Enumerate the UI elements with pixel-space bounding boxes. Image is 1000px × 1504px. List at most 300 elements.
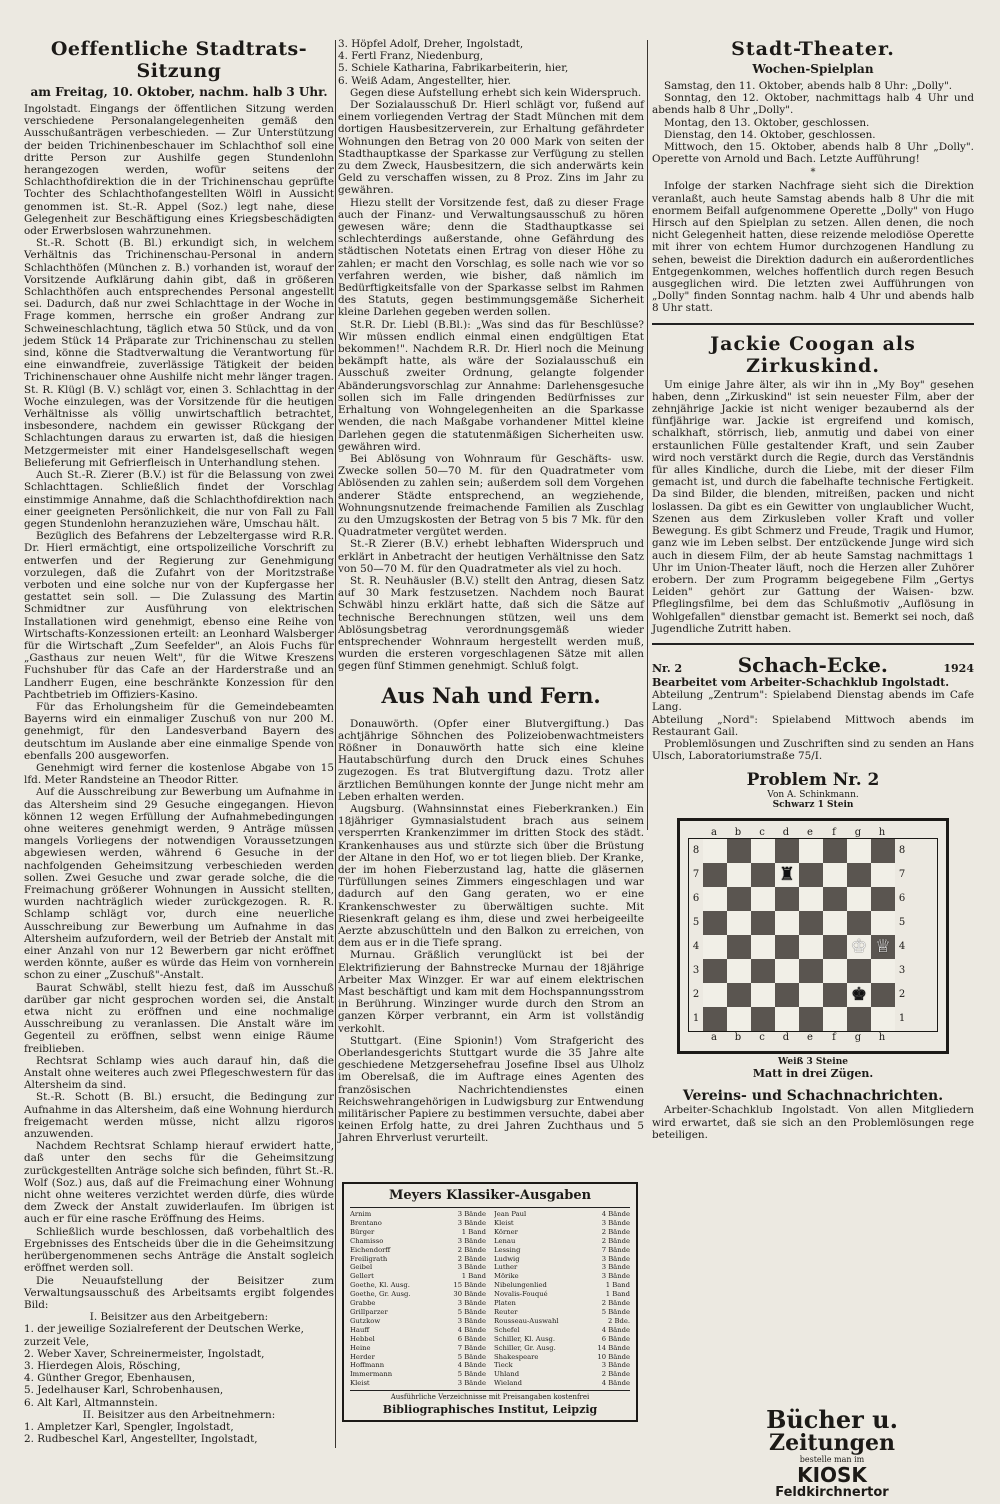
board-square bbox=[703, 959, 727, 983]
book-author: Freiligrath bbox=[350, 1254, 388, 1263]
file-label: g bbox=[854, 1032, 862, 1044]
board-rank bbox=[689, 839, 937, 863]
board-square bbox=[703, 911, 727, 935]
list-item: 4. Fertl Franz, Niedenburg, bbox=[338, 50, 484, 63]
article-subtitle: am Freitag, 10. Oktober, nachm. halb 3 Uhr. bbox=[30, 85, 328, 99]
board-square bbox=[703, 863, 727, 887]
book-volumes: 3 Bände bbox=[601, 1263, 630, 1272]
book-author: Hebbel bbox=[350, 1334, 375, 1343]
ad-note: Ausführliche Verzeichnisse mit Preisangaben kostenfrei bbox=[390, 1393, 590, 1402]
film-title: Jackie Coogan als Zirkuskind. bbox=[710, 332, 916, 377]
book-volumes: 1 Band bbox=[461, 1272, 486, 1281]
rank-label: 6 bbox=[898, 893, 906, 905]
ad-book-row bbox=[494, 1219, 630, 1228]
article-title: Oeffentliche Stadtrats-Sitzung bbox=[50, 38, 308, 82]
file-label: h bbox=[878, 1032, 886, 1044]
paragraph: Nachdem Rechtsrat Schlamp hierauf erwidert hatte, daß unter den sechs für die Geheimsitzung zurückgestellten Anträge solche sich befinden, führt St.-R. Wolf (Soz.) aus, daß auf die Freimachung einer Wohnung nicht ohne weiteres verzichtet werden dürfe, dies würde dem Zweck der Anstalt zuwiderlaufen. Im übrigen ist auch er für eine rasche Eröffnung des Heims. bbox=[24, 1140, 334, 1226]
chess-piece-icon: ♜ bbox=[778, 864, 796, 886]
book-author: Tieck bbox=[494, 1361, 513, 1370]
theater-subtitle: Wochen-Spielplan bbox=[752, 62, 874, 76]
ad-book-row bbox=[494, 1281, 630, 1290]
book-volumes: 3 Bände bbox=[601, 1254, 630, 1263]
book-volumes: 4 Bände bbox=[457, 1325, 486, 1334]
book-author: Immermann bbox=[350, 1370, 393, 1379]
board-square bbox=[775, 839, 799, 863]
file-label: d bbox=[782, 1032, 790, 1044]
book-volumes: 3 Bände bbox=[457, 1236, 486, 1245]
chess-title: Schach-Ecke. bbox=[737, 652, 888, 677]
book-author: Novalis-Fouqué bbox=[494, 1290, 548, 1299]
book-author: Platen bbox=[494, 1299, 516, 1308]
book-volumes: 4 Bände bbox=[601, 1210, 630, 1218]
board-square bbox=[871, 935, 895, 959]
paragraph: Auf die Ausschreibung zur Bewerbung um Aufnahme in das Altersheim sind 29 Gesuche eingegangen. Hievon können 12 wegen Erfüllung der Aufnahmebedingungen ohne weiteres genehmigt werden, 9 Anträge müssen mangels Vorliegens der notwendigen Voraussetzungen abgewiesen werden, während 6 Gesuche in der nachfolgenden Geheimsitzung verbeschieden werden sollen. Zwei Gesuche und zwar gerade solche, die die Freimachung größerer Wohnungen in Aussicht stellten, wurden nachträglich wieder zurückgezogen. R. R. Schlamp schlägt vor, durch eine neuerliche Ausschreibung zur Bewerbung um Aufnahme in das Altersheim aufzufordern, weil der Betrieb der Anstalt mit einer Anzahl von nur 12 Bewerbern gar nicht eröffnet werden könnte, außer es würde das Heim von vornherein schon zu einer „Zuschuß"-Anstalt. bbox=[24, 786, 334, 982]
board-square bbox=[847, 863, 871, 887]
list-item: 4. Günther Gregor, Ebenhausen, bbox=[24, 1372, 196, 1385]
film-paragraph: Um einige Jahre älter, als wir ihn in „My Boy" gesehen haben, denn „Zirkuskind" ist sein neuester Film, aber der zehnjährige Jackie ist nicht weniger bezaubernd als der fünfjährige war. Jackie ist ergreifend und komisch, schalkhaft, störrisch, lieb, anmutig und dabei von einer erstaunlichen Fülle gestaltender Kraft, und sein Zauber wird noch verstärkt durch die Regie, durch das Verständnis für alles Kindliche, durch die Liebe, mit der dieser Film gemacht ist, und durch die fabelhafte technische Fertigkeit. Da sind Bilder, die blenden, mitreißen, packen und nicht loslassen. Da gibt es ein Gewitter von unglaublicher Wucht, Szenen aus dem Zirkusleben voller Kraft und voller Bewegung. Es gibt Schmerz und Freude, Tragik und Humor, ganz wie im Leben selbst. Der entzückende Junge wird sich auch in diesem Film, der ab heute Samstag nachmittags 1 Uhr im Union-Theater läuft, noch die Herzen aller Zuhörer erobern. Der zum Programm beigegebene Film „Gertys Leiden" gehört zur Gattung der Waisen- bzw. Pfleglingsfilme, bei dem das Schlußmotiv „Auflösung in Wohlgefallen" dienstbar gemacht ist. Bemerkt sei noch, daß Jugendliche Zutritt haben. bbox=[652, 378, 974, 635]
column-rule bbox=[335, 40, 336, 1448]
book-author: Goethe, Gr. Ausg. bbox=[350, 1290, 411, 1299]
board-square bbox=[799, 935, 823, 959]
list-item: 3. Hierdegen Alois, Rösching, bbox=[24, 1359, 181, 1372]
book-volumes: 4 Bände bbox=[601, 1379, 630, 1388]
chess-info: Abteilung „Nord": Spielabend Mittwoch abends im Restaurant Gail. bbox=[652, 713, 974, 738]
book-volumes: 3 Bände bbox=[601, 1218, 630, 1227]
book-author: Grillparzer bbox=[350, 1307, 388, 1316]
board-square bbox=[751, 983, 775, 1007]
file-label: g bbox=[854, 827, 862, 839]
kiosk-line: Bücher u. bbox=[766, 1408, 898, 1434]
book-author: Wieland bbox=[494, 1379, 523, 1388]
ad-book-row bbox=[494, 1272, 630, 1281]
book-author: Kleist bbox=[350, 1379, 370, 1388]
book-author: Bürger bbox=[350, 1227, 375, 1236]
board-square bbox=[727, 959, 751, 983]
ad-book-row bbox=[350, 1246, 486, 1255]
ad-book-row bbox=[494, 1326, 630, 1335]
ad-book-row bbox=[494, 1353, 630, 1362]
book-volumes: 3 Bände bbox=[601, 1272, 630, 1281]
book-author: Mörike bbox=[494, 1272, 519, 1281]
book-author: Goethe, Kl. Ausg. bbox=[350, 1281, 410, 1290]
board-square bbox=[775, 911, 799, 935]
book-author: Luther bbox=[494, 1263, 518, 1272]
board-square bbox=[727, 911, 751, 935]
rank-label: 5 bbox=[898, 917, 906, 929]
board-square bbox=[823, 959, 847, 983]
section-rule bbox=[652, 643, 974, 645]
board-square bbox=[847, 1007, 871, 1031]
book-volumes: 3 Bände bbox=[457, 1379, 486, 1388]
board-square bbox=[799, 839, 823, 863]
ad-book-row bbox=[350, 1290, 486, 1299]
ad-book-row bbox=[350, 1308, 486, 1317]
file-label: d bbox=[782, 827, 790, 839]
list-item: 6. Weiß Adam, Angestellter, hier. bbox=[338, 74, 511, 87]
kiosk-line: Zeitungen bbox=[769, 1430, 895, 1456]
board-square bbox=[775, 959, 799, 983]
book-volumes: 2 Bände bbox=[601, 1227, 630, 1236]
board-square bbox=[751, 1007, 775, 1031]
news-item: Donauwörth. (Opfer einer Blutvergiftung.) Das achtjährige Söhnchen des Polizeiobenwachtmeisters Rößner in Donauwörth hatte sich eine kleine Hautabschürfung durch den Druck eines Schuhes zugezogen. Es trat Blutvergiftung dazu. Trotz aller ärztlichen Bemühungen konnte der Junge nicht mehr am Leben erhalten werden. bbox=[338, 717, 644, 803]
meyers-advertisement bbox=[342, 1182, 638, 1422]
black-label: Schwarz 1 Stein bbox=[772, 800, 854, 811]
board-square bbox=[871, 887, 895, 911]
book-author: Gutzkow bbox=[350, 1316, 381, 1325]
paragraph: Auch St.-R. Zierer (B.V.) ist für die Belassung von zwei Schlachttagen. Schließlich findet der Vorschlag einstimmige Annahme, daß die Schlachthofdirektion nach einer geeigneten Persönlichkeit, die nur von Fall zu Fall gegen Stundenlohn heranzuziehen wäre, Umschau hält. bbox=[24, 469, 334, 530]
ad-book-row bbox=[494, 1255, 630, 1264]
chess-note: Problemlösungen und Zuschriften sind zu senden an Hans Ulsch, Laboratoriumstraße 75/I. bbox=[652, 737, 974, 763]
chess-board bbox=[688, 838, 938, 1032]
paragraph: St.-R Zierer (B.V.) erhebt lebhaften Widerspruch und erklärt in Anbetracht der heutigen Verhältnisse den Satz von 50—70 M. für den Quadratmeter als viel zu hoch. bbox=[338, 538, 644, 575]
kiosk-advertisement bbox=[694, 1408, 970, 1498]
book-author: Lenau bbox=[494, 1236, 516, 1245]
ad-book-row bbox=[350, 1370, 486, 1379]
member-list-continued bbox=[338, 38, 644, 87]
book-author: Hauff bbox=[350, 1325, 370, 1334]
kiosk-line: bestelle man im bbox=[799, 1455, 865, 1464]
rank-label: 2 bbox=[898, 989, 906, 1001]
paragraph: Gegen diese Aufstellung erhebt sich kein Widerspruch. bbox=[350, 86, 642, 99]
board-rank bbox=[689, 959, 937, 983]
news-item: Murnau. Gräßlich verunglückt ist bei der Elektrifizierung der Bahnstrecke Murnau der 18jährige Arbeiter Max Winzger. Er war auf einem elektrischen Mast beschäftigt und kam mit dem Hochspannungsstrom in Berührung. Winzinger wurde durch den Strom an ganzen Körper verbrannt, ein Arm ist vollständig verkohlt. bbox=[338, 949, 644, 1035]
list-heading: I. Beisitzer aus den Arbeitgebern: bbox=[89, 1311, 269, 1324]
book-author: Schiller, Gr. Ausg. bbox=[494, 1343, 556, 1352]
ad-book-row bbox=[494, 1361, 630, 1370]
book-volumes: 1 Band bbox=[461, 1227, 486, 1236]
list-item: 6. Alt Karl, Altmannstein. bbox=[24, 1396, 158, 1409]
column-middle bbox=[338, 38, 644, 1145]
board-square bbox=[823, 911, 847, 935]
file-label: b bbox=[734, 1032, 742, 1044]
board-square bbox=[703, 983, 727, 1007]
chess-piece-icon: ♚ bbox=[850, 984, 868, 1006]
paragraph: Der Sozialausschuß Dr. Hierl schlägt vor, fußend auf einem vorliegenden Vertrag der Stadt München mit dem dortigen Hausbesitzerverein, zur Erhaltung gefährdeter Wohnungen den Betrag von 20 000 Mark von seiten der Stadthauptkasse der Sparkasse zur Verfügung zu stellen zu dem Zweck, Hausbesitzern, die sich anderwärts kein Geld zu verschaffen wissen, zu 8 Proz. Zins im Jahr zu gewähren. bbox=[338, 99, 644, 197]
column-rule bbox=[647, 40, 648, 830]
ad-book-row bbox=[494, 1335, 630, 1344]
board-square bbox=[799, 887, 823, 911]
schedule-line: Montag, den 13. Oktober, geschlossen. bbox=[664, 116, 870, 129]
book-volumes: 2 Bände bbox=[601, 1370, 630, 1379]
book-author: Chamisso bbox=[350, 1236, 384, 1245]
board-rank bbox=[689, 887, 937, 911]
ad-book-row bbox=[350, 1299, 486, 1308]
board-square bbox=[823, 887, 847, 911]
board-square bbox=[727, 887, 751, 911]
book-author: Kleist bbox=[494, 1218, 514, 1227]
board-square bbox=[751, 935, 775, 959]
book-volumes: 4 Bände bbox=[601, 1325, 630, 1334]
book-author: Reuter bbox=[494, 1307, 518, 1316]
rank-label: 3 bbox=[692, 965, 700, 977]
rank-label: 8 bbox=[692, 845, 700, 857]
paragraph: Baurat Schwäbl, stellt hiezu fest, daß im Ausschuß darüber gar nicht gesprochen worden sei, die Anstalt etwa nicht zu eröffnen und eine nochmalige Ausschreibung zu veranlassen. Die Anstalt wäre im Gegenteil zu eröffnen, selbst wenn einige Räume freiblieben. bbox=[24, 981, 334, 1055]
list-item: 5. Schiele Katharina, Fabrikarbeiterin, hier, bbox=[338, 62, 569, 75]
book-author: Arnim bbox=[350, 1210, 372, 1218]
book-author: Rousseau-Auswahl bbox=[494, 1316, 559, 1325]
ad-book-row bbox=[494, 1308, 630, 1317]
board-square bbox=[727, 983, 751, 1007]
list-item: 1. Ampletzer Karl, Spengler, Ingolstadt, bbox=[24, 1420, 234, 1433]
file-label: f bbox=[832, 1032, 836, 1044]
ad-book-row bbox=[350, 1272, 486, 1281]
book-author: Körner bbox=[494, 1227, 518, 1236]
ad-book-row bbox=[494, 1379, 630, 1388]
book-volumes: 2 Bde. bbox=[607, 1316, 630, 1325]
board-square bbox=[727, 1007, 751, 1031]
book-volumes: 7 Bände bbox=[457, 1343, 486, 1352]
book-volumes: 3 Bände bbox=[457, 1316, 486, 1325]
book-author: Uhland bbox=[494, 1370, 520, 1379]
book-volumes: 5 Bände bbox=[457, 1307, 486, 1316]
paragraph: St.R. Dr. Liebl (B.Bl.): „Was sind das für Beschlüsse? Wir müssen endlich einmal einen endgültigen Etat bekommen!". Nachdem R.R. Dr. Hierl noch die Meinung bekämpft hatte, als wäre der Sozialausschuß ein Ausschuß zweiter Ordnung, gelangte folgender Abänderungsvorschlag zur Annahme: Darlehensgesuche sollen sich im Falle dringenden Bedürfnisses zur Erhaltung von Wohngelegenheiten an die Sparkasse wenden, die nach Maßgabe vorhandener Mittel kleine Darlehen gegen die statutenmäßigen Sicherheiten usw. gewähren wird. bbox=[338, 318, 644, 453]
club-news-title: Vereins- und Schachnachrichten. bbox=[682, 1088, 944, 1105]
file-labels bbox=[688, 827, 938, 838]
paragraph: St.-R. Schott (B. Bl.) ersucht, die Bedingung zur Aufnahme in das Altersheim, daß eine Wohnung hierdurch freigemacht werden müsse, nicht allzu rigoros anzuwenden. bbox=[24, 1091, 334, 1141]
ad-book-row bbox=[494, 1237, 630, 1246]
mate-label: Matt in drei Zügen. bbox=[752, 1067, 874, 1081]
board-square bbox=[847, 935, 871, 959]
book-volumes: 3 Bände bbox=[457, 1210, 486, 1218]
ad-book-row bbox=[350, 1219, 486, 1228]
board-square bbox=[703, 1007, 727, 1031]
book-author: Nibelungenlied bbox=[494, 1281, 547, 1290]
paragraph: Für das Erholungsheim für die Gemeindebeamten Bayerns wird ein einmaliger Zuschuß von nur 200 M. genehmigt, für den Landesverband Bayern des deutschtum im Auslande aber eine einmalige Spende von ebenfalls 200 ausgeworfen. bbox=[24, 700, 334, 762]
book-volumes: 5 Bände bbox=[601, 1307, 630, 1316]
paragraph: Die Neuaufstellung der Beisitzer zum Verwaltungsausschuß des Arbeitsamts ergibt folgendes Bild: bbox=[24, 1274, 334, 1311]
book-volumes: 15 Bände bbox=[453, 1281, 486, 1290]
ad-book-list bbox=[350, 1207, 630, 1391]
section-title: Aus Nah und Fern. bbox=[381, 682, 601, 708]
ad-book-row bbox=[350, 1263, 486, 1272]
board-square bbox=[751, 959, 775, 983]
board-square bbox=[775, 887, 799, 911]
board-square bbox=[751, 839, 775, 863]
file-label: c bbox=[759, 1032, 765, 1044]
file-labels bbox=[688, 1032, 938, 1043]
list-heading: II. Beisitzer aus den Arbeitnehmern: bbox=[82, 1408, 276, 1421]
rank-label: 3 bbox=[898, 965, 906, 977]
book-volumes: 2 Bände bbox=[457, 1245, 486, 1254]
paragraph: Bezüglich des Befahrens der Lebzeltergasse wird R.R. Dr. Hierl ermächtigt, eine ortspolizeiliche Vorschrift zu entwerfen und der Regierung zur Genehmigung vorzulegen, daß die Zufahrt von der Moritzstraße verboten und eine solche nur von der Kupfergasse her gestattet sein soll. — Die Zulassung des Martin Schmidtner zur Ausführung von elektrischen Installationen wird genehmigt, ebenso eine Reihe von Wirtschafts-Konzessionen erteilt: an Leonhard Walsberger für die Wirtschaft „Zum Seefelder", an Alois Fuchs für „Gasthaus zur neuen Welt", für die Witwe Kreszens Fuchshuber für das Cafe an der Harderstraße und an Landherr Eugen, eine beschränkte Konzession für den Pachtbetrieb im Offiziers-Kasino. bbox=[24, 530, 334, 701]
chess-year: 1924 bbox=[943, 661, 974, 675]
file-label: e bbox=[807, 827, 813, 839]
schedule-line: Dienstag, den 14. Oktober, geschlossen. bbox=[664, 128, 876, 141]
board-square bbox=[847, 959, 871, 983]
board-square bbox=[799, 863, 823, 887]
ad-book-row bbox=[350, 1228, 486, 1237]
book-volumes: 4 Bände bbox=[457, 1361, 486, 1370]
white-label: Weiß 3 Steine bbox=[778, 1057, 848, 1068]
board-square bbox=[823, 983, 847, 1007]
board-square bbox=[871, 839, 895, 863]
problem-title: Problem Nr. 2 bbox=[746, 770, 880, 791]
ad-book-row bbox=[350, 1353, 486, 1362]
member-list bbox=[24, 1311, 334, 1445]
board-square bbox=[703, 839, 727, 863]
paragraph: Ingolstadt. Eingangs der öffentlichen Sitzung werden verschiedene Personalangelegenheiten gemäß den Ausschußanträgen verbeschieden. — Zur Unterstützung der beiden Trichinenbeschauer im Schlachthof soll eine dritte Person zur Aushilfe gegen Stundenlohn herangezogen werden, wofür seitens der Schlachthofdirektion die in der Trichinenschau geprüfte Tochter des Schlachthofangestellten Wölfl in Aussicht genommen ist. St.-R. Appel (Soz.) legt nahe, diese Gelegenheit zur Beschäftigung eines Kriegsbeschädigten oder Erwerbslosen wahrzunehmen. bbox=[24, 103, 334, 238]
board-square bbox=[871, 983, 895, 1007]
book-volumes: 10 Bände bbox=[597, 1352, 630, 1361]
separator-asterisk: * bbox=[810, 167, 816, 179]
rank-label: 5 bbox=[692, 917, 700, 929]
schedule-line: Mittwoch, den 15. Oktober, abends halb 8 Uhr „Dolly". Operette von Arnold und Bach. Letzte Aufführung! bbox=[652, 141, 974, 166]
kiosk-line: KIOSK bbox=[797, 1463, 867, 1487]
board-square bbox=[799, 983, 823, 1007]
board-square bbox=[847, 887, 871, 911]
book-author: Heine bbox=[350, 1343, 371, 1352]
ad-book-row bbox=[494, 1228, 630, 1237]
board-square bbox=[799, 1007, 823, 1031]
book-author: Gellert bbox=[350, 1272, 374, 1281]
book-author: Schiller, Kl. Ausg. bbox=[494, 1334, 556, 1343]
rank-label: 4 bbox=[692, 941, 700, 953]
book-volumes: 1 Band bbox=[605, 1281, 630, 1290]
ad-book-row bbox=[350, 1335, 486, 1344]
ad-book-row bbox=[494, 1344, 630, 1353]
file-label: h bbox=[878, 827, 886, 839]
board-square bbox=[775, 935, 799, 959]
chess-editor: Bearbeitet vom Arbeiter-Schachklub Ingolstadt. bbox=[652, 675, 950, 689]
book-volumes: 14 Bände bbox=[597, 1343, 630, 1352]
list-item: 2. Weber Xaver, Schreinermeister, Ingolstadt, bbox=[24, 1347, 265, 1360]
paragraph: Schließlich wurde beschlossen, daß vorbehaltlich des Ergebnisses des Entscheids über die in die Geheimsitzung herübergenommenen sechs Anträge die Anstalt sogleich eröffnet werden soll. bbox=[24, 1225, 334, 1275]
book-author: Herder bbox=[350, 1352, 375, 1361]
paragraph: St.-R. Schott (B. Bl.) erkundigt sich, in welchem Verhältnis das Trichinenschau-Personal in andern Schlachthöfen (München z. B.) vorhanden ist, worauf der Vorsitzende Aufklärung dahin gibt, daß in größeren Schlachthöfen auch entsprechendes Personal angestellt sei. Dadurch, daß nur zwei Schlachttage in der Woche in Frage kommen, herrsche ein großer Andrang zur Schweineschlachtung, täglich etwa 50 Stück, und da von jedem Stück 14 Präparate zur Trichinenschau zu stellen sind, könne die Stadtverwaltung die Verantwortung für eine einwandfreie, zuverlässige Tätigkeit der beiden Trichinenschauer ohne Aushilfe nicht mehr länger tragen. St. R. Klügl (B. V.) schlägt vor, einen 3. Schlachttag in der Woche einzulegen, was der Vorsitzende für die heutigen Verhältnisse als völlig unwirtschaftlich betrachtet, insbesondere, nachdem ein gewisser Rückgang der Schlachtungen daraus zu erwarten ist, daß die hiesigen Metzgermeister mit einer Handelsgesellschaft wegen Belieferung mit Gefrierfleisch in Unterhandlung stehen. bbox=[24, 237, 334, 469]
ad-book-row bbox=[350, 1255, 486, 1264]
book-volumes: 5 Bände bbox=[457, 1370, 486, 1379]
board-square bbox=[871, 863, 895, 887]
board-square bbox=[751, 887, 775, 911]
paragraph: Bei Ablösung von Wohnraum für Geschäfts- usw. Zwecke sollen 50—70 M. für den Quadratmeter vom Ablösenden zu zahlen sein; außerdem soll dem Vorgehen anderer Städte entsprechend, an wegziehende, Wohnungsnutzende freimachende Familien als Zuschlag zu den Umzugskosten der Betrag von 5 bis 7 Mk. für den Quadratmeter vergütet werden. bbox=[338, 452, 644, 539]
paragraph: St. R. Neuhäusler (B.V.) stellt den Antrag, diesen Satz auf 30 Mark festzusetzen. Nachdem noch Baurat Schwäbl hinzu erklärt hatte, daß sich die Sätze auf technische Berechnungen stützen, weil uns dem Ablösungsbetrag verordnungsgemäß wieder entsprechender Wohnraum hergestellt werden muß, wurden die ersteren vorgeschlagenen Sätze mit allen gegen fünf Stimmen genehmigt. Schluß folgt. bbox=[338, 574, 644, 673]
book-volumes: 3 Bände bbox=[601, 1361, 630, 1370]
board-square bbox=[751, 911, 775, 935]
book-volumes: 5 Bände bbox=[457, 1352, 486, 1361]
ad-book-row bbox=[350, 1344, 486, 1353]
board-square bbox=[847, 911, 871, 935]
column-left bbox=[24, 38, 334, 1445]
board-square bbox=[775, 983, 799, 1007]
news-item: Stuttgart. (Eine Spionin!) Vom Strafgericht des Oberlandesgerichts Stuttgart wurde die 35 Jahre alte geschiedene Metzgersehefrau Josefine Ibsel aus Ulholz im Oberelsaß, die im Auftrage eines Agenten des französischen Nachrichtendienstes einen Reichswehrangehörigen in Ludwigsburg zur Entwendung militärischer Papiere zu bestimmen versuchte, dabei aber keinen Erfolg hatte, zu drei Jahren Zuchthaus und 5 Jahren Ehrverlust verurteilt. bbox=[338, 1034, 644, 1145]
book-volumes: 3 Bände bbox=[457, 1218, 486, 1227]
ad-book-row bbox=[494, 1299, 630, 1308]
book-volumes: 3 Bände bbox=[457, 1299, 486, 1308]
board-square bbox=[775, 863, 799, 887]
book-volumes: 6 Bände bbox=[457, 1334, 486, 1343]
ad-book-row bbox=[494, 1370, 630, 1379]
chess-diagram bbox=[677, 818, 949, 1054]
schedule-line: Samstag, den 11. Oktober, abends halb 8 Uhr: „Dolly". bbox=[664, 80, 953, 92]
chess-info: Abteilung „Zentrum": Spielabend Dienstag abends im Cafe Lang. bbox=[652, 689, 974, 714]
ad-book-row bbox=[350, 1317, 486, 1326]
list-item: 5. Jedelhauser Karl, Schrobenhausen, bbox=[24, 1384, 224, 1397]
book-author: Schefel bbox=[494, 1325, 520, 1334]
chess-piece-icon: ♕ bbox=[874, 936, 892, 958]
board-square bbox=[727, 863, 751, 887]
file-label: b bbox=[734, 827, 742, 839]
ad-book-row bbox=[494, 1290, 630, 1299]
list-item: 3. Höpfel Adolf, Dreher, Ingolstadt, bbox=[338, 38, 524, 50]
board-rank bbox=[689, 983, 937, 1007]
ad-book-row bbox=[350, 1361, 486, 1370]
book-volumes: 30 Bände bbox=[453, 1290, 486, 1299]
board-square bbox=[751, 863, 775, 887]
book-author: Ludwig bbox=[494, 1254, 520, 1263]
board-square bbox=[823, 935, 847, 959]
column-right bbox=[652, 38, 974, 1141]
ad-book-row bbox=[350, 1237, 486, 1246]
ad-book-row bbox=[494, 1246, 630, 1255]
board-square bbox=[871, 1007, 895, 1031]
ad-book-row bbox=[494, 1263, 630, 1272]
ad-publisher: Bibliographisches Institut, Leipzig bbox=[382, 1403, 598, 1417]
book-volumes: 6 Bände bbox=[601, 1334, 630, 1343]
rank-label: 4 bbox=[898, 941, 906, 953]
board-square bbox=[775, 1007, 799, 1031]
rank-label: 1 bbox=[692, 1013, 700, 1025]
rank-label: 6 bbox=[692, 893, 700, 905]
file-label: a bbox=[711, 1032, 717, 1044]
book-author: Grabbe bbox=[350, 1299, 376, 1308]
board-square bbox=[823, 1007, 847, 1031]
board-rank bbox=[689, 1007, 937, 1031]
list-item: 1. der jeweilige Sozialreferent der Deutschen Werke, zurzeit Vele, bbox=[24, 1323, 304, 1348]
ad-book-row bbox=[350, 1379, 486, 1388]
board-rank bbox=[689, 911, 937, 935]
chess-piece-icon: ♔ bbox=[850, 936, 868, 958]
board-square bbox=[847, 839, 871, 863]
book-volumes: 2 Bände bbox=[601, 1299, 630, 1308]
board-rank bbox=[689, 935, 937, 959]
ad-book-row bbox=[350, 1281, 486, 1290]
board-square bbox=[703, 887, 727, 911]
kiosk-line: Feldkirchnertor bbox=[775, 1485, 889, 1498]
file-label: a bbox=[711, 827, 717, 839]
problem-author: Von A. Schinkmann. bbox=[767, 790, 859, 801]
schedule-line: Sonntag, den 12. Oktober, nachmittags halb 4 Uhr und abends halb 8 Uhr „Dolly". bbox=[652, 92, 974, 117]
book-volumes: 1 Band bbox=[605, 1290, 630, 1299]
book-volumes: 2 Bände bbox=[457, 1254, 486, 1263]
book-author: Shakespeare bbox=[494, 1352, 539, 1361]
rank-label: 7 bbox=[898, 869, 906, 881]
board-square bbox=[799, 959, 823, 983]
board-rank bbox=[689, 863, 937, 887]
book-author: Jean Paul bbox=[494, 1210, 527, 1218]
board-square bbox=[727, 839, 751, 863]
board-square bbox=[799, 911, 823, 935]
chess-header bbox=[652, 653, 974, 677]
chess-number: Nr. 2 bbox=[652, 661, 683, 675]
board-square bbox=[847, 983, 871, 1007]
book-author: Eichendorff bbox=[350, 1245, 391, 1254]
book-author: Hoffmann bbox=[350, 1361, 385, 1370]
rank-label: 1 bbox=[898, 1013, 906, 1025]
file-label: c bbox=[759, 827, 765, 839]
section-rule bbox=[652, 323, 974, 325]
theater-title: Stadt-Theater. bbox=[731, 38, 895, 60]
board-square bbox=[871, 959, 895, 983]
rank-label: 8 bbox=[898, 845, 906, 857]
book-volumes: 3 Bände bbox=[457, 1263, 486, 1272]
ad-book-row bbox=[350, 1210, 486, 1219]
list-item: 2. Rudbeschel Karl, Angestellter, Ingolstadt, bbox=[24, 1433, 258, 1446]
board-square bbox=[871, 911, 895, 935]
ad-book-row bbox=[494, 1317, 630, 1326]
book-author: Lessing bbox=[494, 1245, 521, 1254]
theater-paragraph: Infolge der starken Nachfrage sieht sich die Direktion veranlaßt, auch heute Samstag abends halb 8 Uhr die mit enormem Beifall aufgenommene Operette „Dolly" von Hugo Hirsch auf den Spielplan zu setzen. Allen denen, die noch nicht Gelegenheit hatten, diese reizende melodiöse Operette mit ihrer von echtem Humor durchzogenen Handlung zu sehen, beweist die Direktion dadurch ein außerordentliches Entgegenkommen, welches hoffentlich durch regen Besuch ausgeglichen wird. Die letzten zwei Aufführungen von „Dolly" finden Sonntag nachm. halb 4 Uhr und abends halb 8 Uhr statt. bbox=[652, 180, 974, 315]
board-square bbox=[823, 863, 847, 887]
